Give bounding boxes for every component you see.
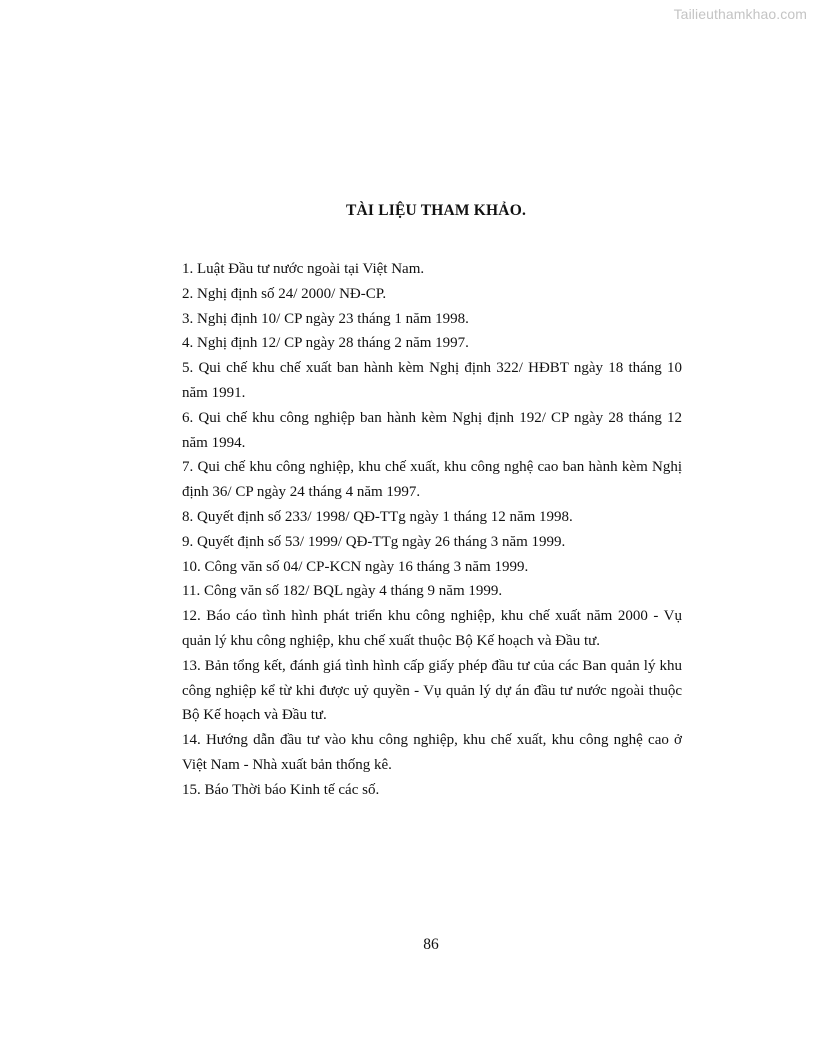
reference-item-7: 7. Qui chế khu công nghiệp, khu chế xuất, khu công nghệ cao ban hành kèm Nghị định 36/ CP ngày 24 tháng 4 năm 1997.: [182, 459, 682, 501]
reference-item-6: 6. Qui chế khu công nghiệp ban hành kèm Nghị định 192/ CP ngày 28 tháng 12 năm 1994.: [182, 409, 682, 451]
reference-item-2: 2. Nghị định số 24/ 2000/ NĐ-CP.: [182, 285, 387, 302]
page-number: 86: [423, 936, 439, 953]
reference-item-3: 3. Nghị định 10/ CP ngày 23 tháng 1 năm 1998.: [182, 310, 469, 327]
reference-item-10: 10. Công văn số 04/ CP-KCN ngày 16 tháng 3 năm 1999.: [182, 558, 529, 575]
reference-item-1: 1. Luật Đầu tư nước ngoài tại Việt Nam.: [182, 261, 425, 277]
reference-item-14: 14. Hướng dẫn đầu tư vào khu công nghiệp, khu chế xuất, khu công nghệ cao ở Việt Nam - Nhà xuất bản thống kê.: [182, 732, 682, 773]
reference-item-11: 11. Công văn số 182/ BQL ngày 4 tháng 9 năm 1999.: [182, 583, 503, 600]
reference-item-13: 13. Bản tổng kết, đánh giá tình hình cấp giấy phép đầu tư của các Ban quản lý khu công nghiệp kể từ khi được uỷ quyền - Vụ quản lý dự án đầu tư nước ngoài thuộc Bộ Kế hoạch và Đầu tư.: [182, 657, 682, 724]
reference-item-5: 5. Qui chế khu chế xuất ban hành kèm Nghị định 322/ HĐBT ngày 18 tháng 10 năm 1991.: [182, 360, 682, 401]
reference-list: [182, 257, 682, 803]
reference-item-15: 15. Báo Thời báo Kinh tế các số.: [182, 781, 380, 798]
reference-item-9: 9. Quyết định số 53/ 1999/ QĐ-TTg ngày 26 tháng 3 năm 1999.: [182, 533, 566, 550]
page-title: TÀI LIỆU THAM KHẢO.: [345, 202, 527, 219]
reference-item-8: 8. Quyết định số 233/ 1998/ QĐ-TTg ngày 1 tháng 12 năm 1998.: [182, 508, 573, 525]
reference-item-4: 4. Nghị định 12/ CP ngày 28 tháng 2 năm 1997.: [182, 335, 469, 352]
reference-item-12: 12. Báo cáo tình hình phát triển khu công nghiệp, khu chế xuất năm 2000 - Vụ quản lý khu công nghiệp, khu chế xuất thuộc Bộ Kế hoạch và Đầu tư.: [182, 608, 682, 649]
watermark: Tailieuthamkhao.com: [673, 6, 807, 22]
